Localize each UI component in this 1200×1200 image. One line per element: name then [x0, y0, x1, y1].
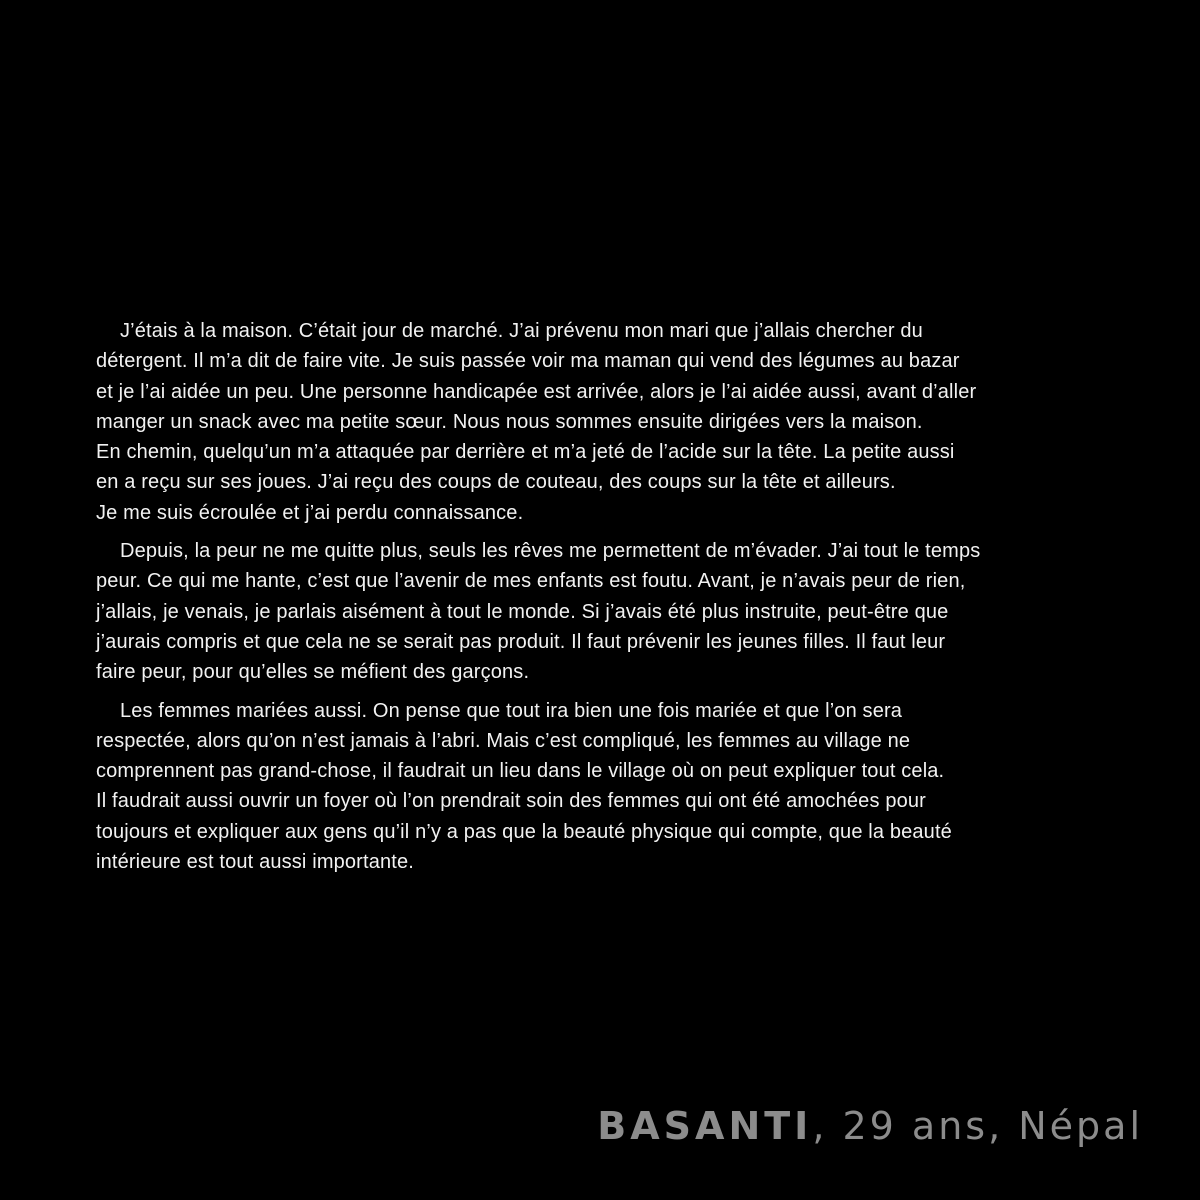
text-line: manger un snack avec ma petite sœur. Nous nous sommes ensuite dirigées vers la maison. — [96, 410, 923, 433]
text-line: Depuis, la peur ne me quitte plus, seuls les rêves me permettent de m’évader. J’ai tout le temps — [120, 540, 981, 563]
text-line: j’allais, je venais, je parlais aisément à tout le monde. Si j’avais été plus instruite, peut-être que — [96, 600, 949, 623]
text-line: Les femmes mariées aussi. On pense que tout ira bien une fois mariée et que l’on sera — [120, 699, 903, 722]
text-line: toujours et expliquer aux gens qu’il n’y a pas que la beauté physique qui compte, que la beauté — [96, 820, 952, 843]
text-line: Il faudrait aussi ouvrir un foyer où l’on prendrait soin des femmes qui ont été amochées pour — [96, 790, 926, 813]
text-line: en a reçu sur ses joues. J’ai reçu des coups de couteau, des coups sur la tête et ailleurs. — [96, 471, 896, 494]
testimony-paragraph-3 — [96, 696, 1092, 878]
text-line: intérieure est tout aussi importante. — [96, 851, 414, 874]
text-line: j’aurais compris et que cela ne se serait pas produit. Il faut prévenir les jeunes filles. Il faut leur — [96, 630, 946, 653]
text-line: peur. Ce qui me hante, c’est que l’avenir de mes enfants est foutu. Avant, je n’avais peur de rien, — [96, 570, 966, 593]
text-line: et je l’ai aidée un peu. Une personne handicapée est arrivée, alors je l’ai aidée aussi, avant d’aller — [96, 380, 977, 403]
testimony-paragraph-1 — [96, 316, 1092, 528]
testimony-text — [96, 316, 1092, 885]
signature — [597, 1098, 1143, 1154]
text-line: respectée, alors qu’on n’est jamais à l’abri. Mais c’est compliqué, les femmes au village ne — [96, 729, 911, 752]
text-line: Je me suis écroulée et j’ai perdu connaissance. — [96, 501, 524, 524]
text-line: En chemin, quelqu’un m’a attaquée par derrière et m’a jeté de l’acide sur la tête. La petite aussi — [96, 441, 955, 464]
testimony-paragraph-2 — [96, 536, 1092, 687]
signature-details: , 29 ans, Népal — [812, 1104, 1143, 1148]
text-line: J’étais à la maison. C’était jour de marché. J’ai prévenu mon mari que j’allais chercher du — [120, 320, 923, 342]
text-line: détergent. Il m’a dit de faire vite. Je suis passée voir ma maman qui vend des légumes au bazar — [96, 350, 960, 373]
signature-name: BASANTI — [597, 1104, 813, 1148]
text-line: faire peur, pour qu’elles se méfient des garçons. — [96, 661, 530, 684]
text-line: comprennent pas grand-chose, il faudrait un lieu dans le village où on peut expliquer tout cela. — [96, 760, 945, 783]
